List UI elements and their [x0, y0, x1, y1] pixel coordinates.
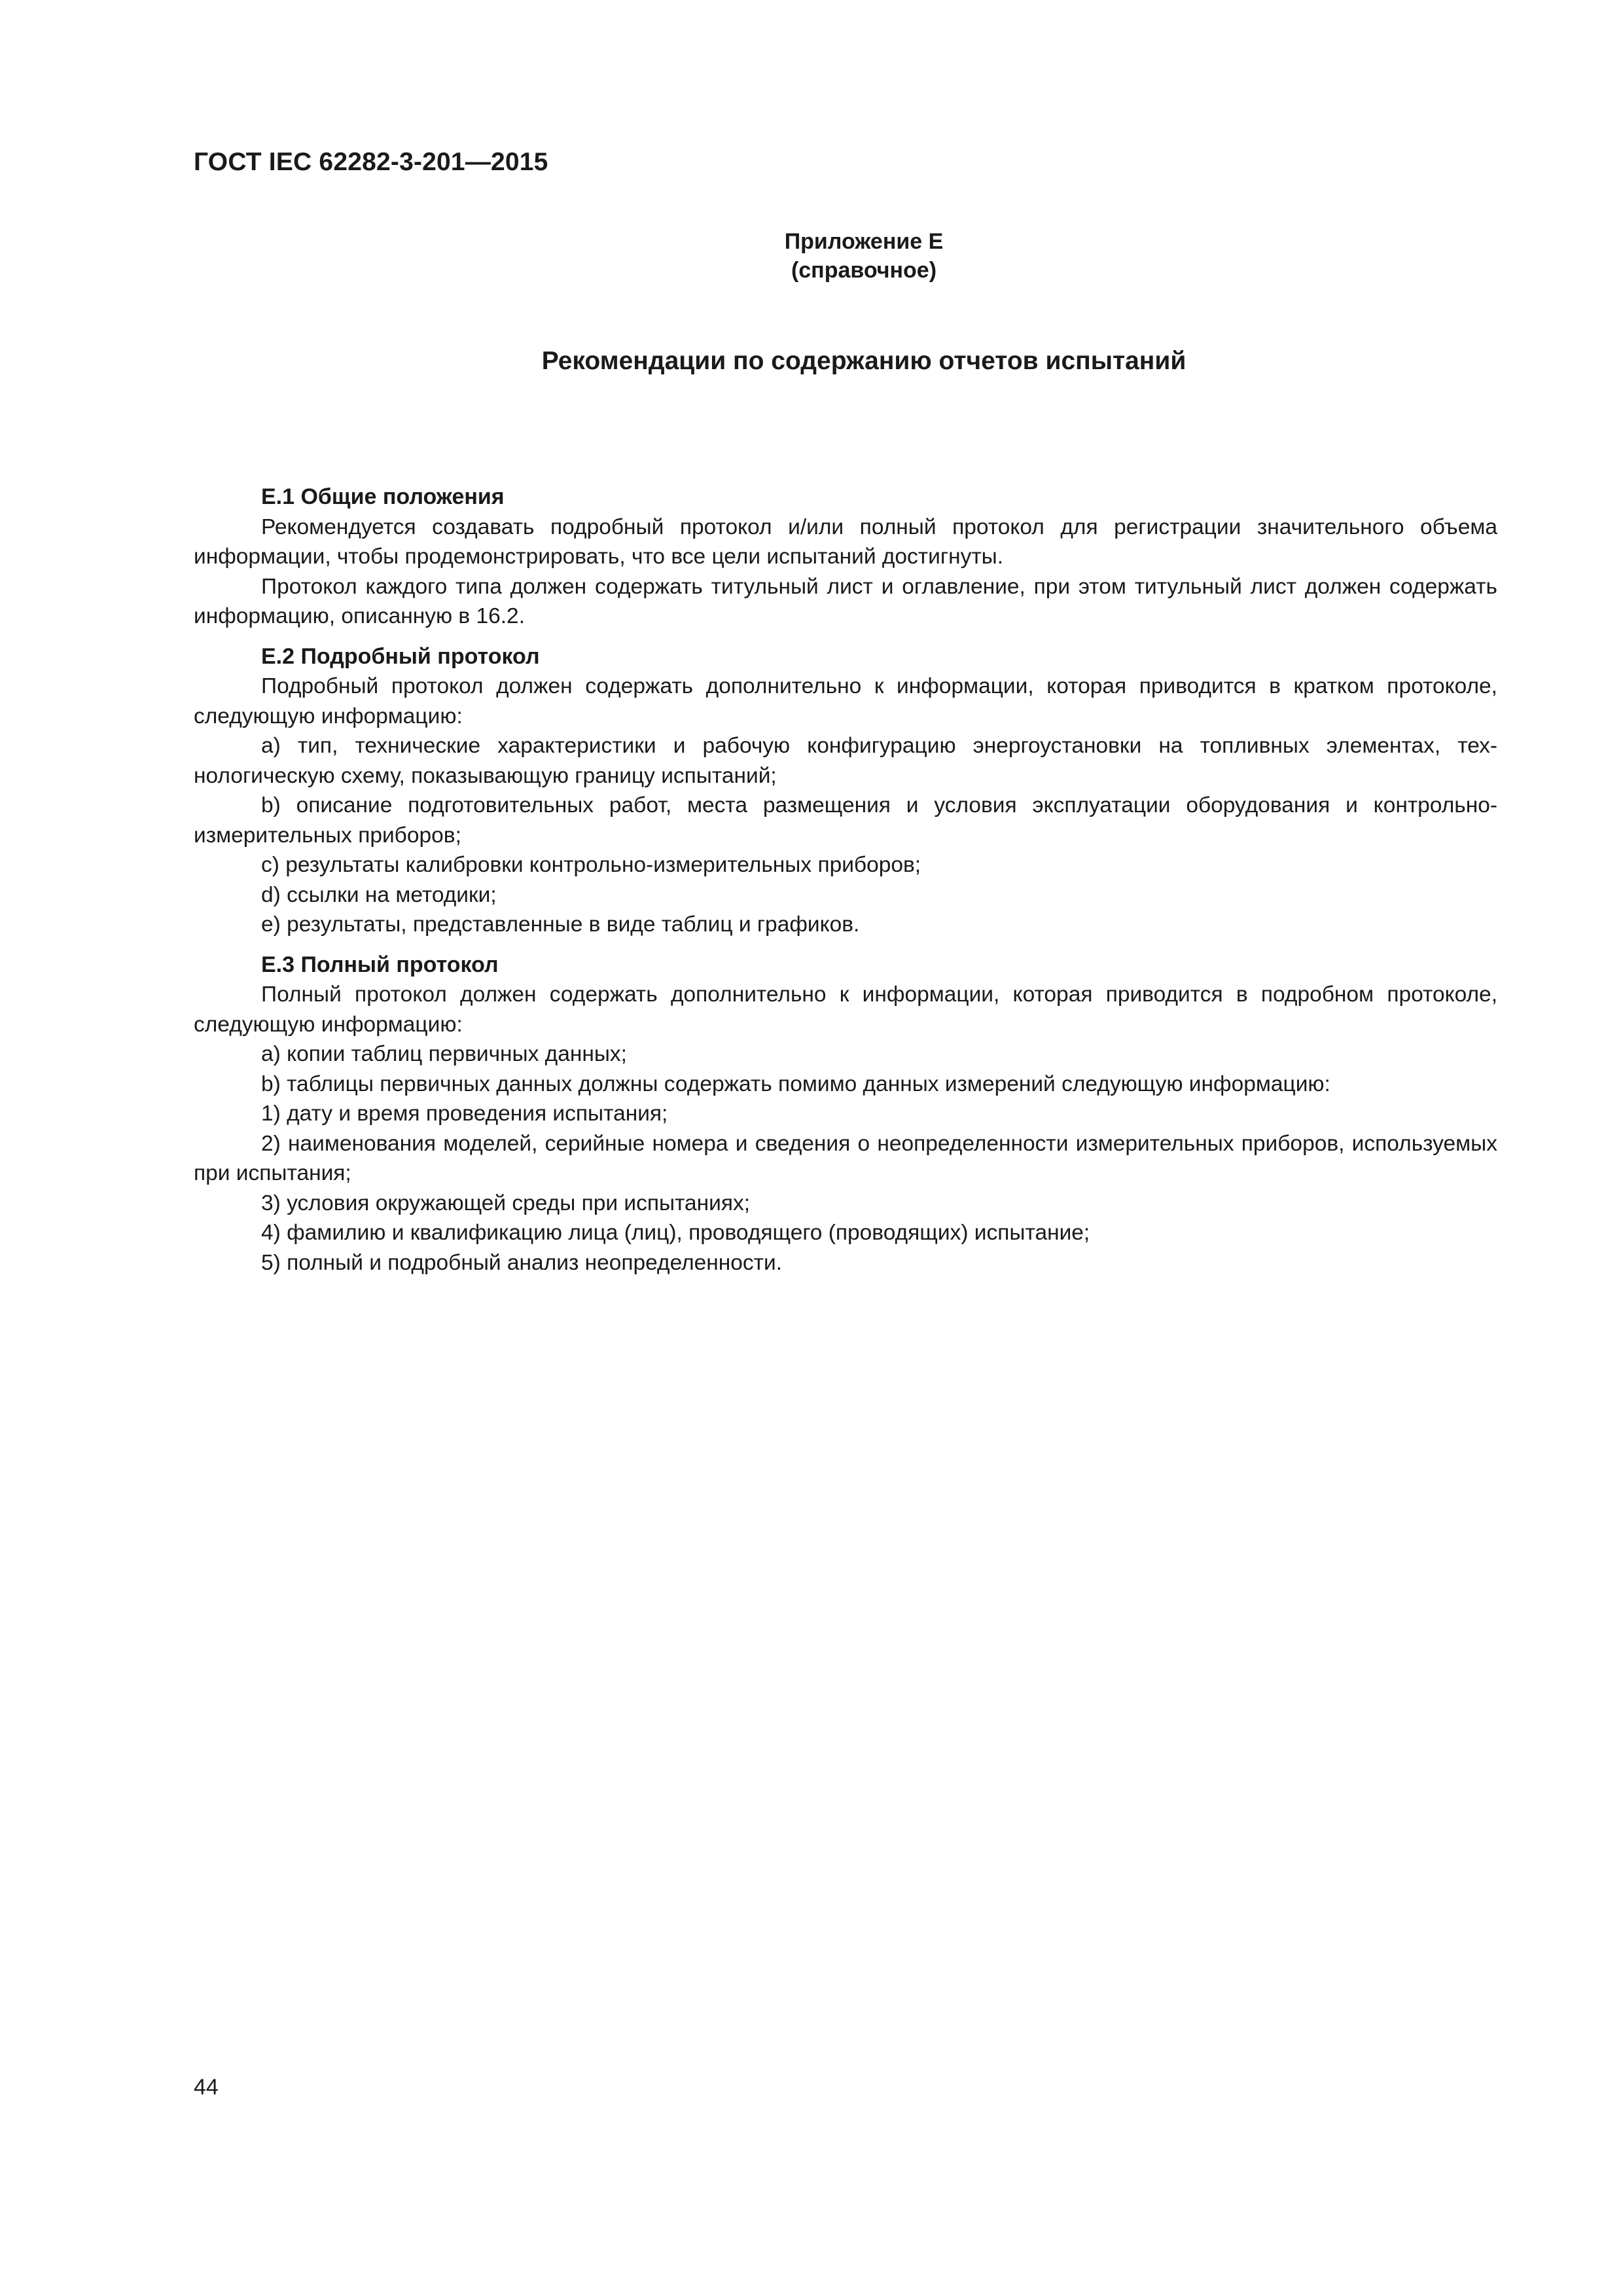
paragraph: Подробный протокол должен содержать дополнительно к информации, которая приводится в кратком протоколе, следующую информацию:	[194, 674, 1497, 728]
list-item: b) описание подготовительных работ, места размещения и условия эксплуатации оборудования и контрольно-измерительных приборов;	[194, 793, 1497, 848]
list-item: 5) полный и подробный анализ неопределенности.	[261, 1250, 783, 1275]
page-number: 44	[194, 2075, 219, 2100]
paragraph: Рекомендуется создавать подробный протокол и/или полный протокол для регистрации значительного объема информации, чтобы продемонстрировать, что все цели испытаний достигнуты.	[194, 514, 1497, 569]
section-heading-e2: Е.2 Подробный протокол	[261, 643, 540, 669]
annex-body	[194, 482, 1497, 1278]
list-item: 4) фамилию и квалификацию лица (лиц), проводящего (проводящих) испытание;	[261, 1221, 1090, 1245]
section-heading-e1: Е.1 Общие положения	[261, 484, 505, 509]
list-item: a) копии таблиц первичных данных;	[261, 1042, 627, 1066]
annex-label: Приложение Е	[784, 229, 944, 254]
list-item: e) результаты, представленные в виде таблиц и графиков.	[261, 912, 860, 937]
list-item: c) результаты калибровки контрольно-измерительных приборов;	[261, 853, 921, 877]
section-heading-e3: Е.3 Полный протокол	[261, 952, 499, 977]
list-item: 1) дату и время проведения испытания;	[261, 1102, 668, 1126]
annex-type: (справочное)	[791, 258, 937, 283]
list-item: a) тип, технические характеристики и рабочую конфигурацию энергоустановки на топливных элементах, технологическую схему, показывающую границу испытаний;	[194, 734, 1497, 788]
list-item: b) таблицы первичных данных должны содержать помимо данных измерений следующую информацию:	[261, 1071, 1330, 1096]
paragraph: Полный протокол должен содержать дополнительно к информации, которая приводится в подробном протоколе, следующую информацию:	[194, 982, 1497, 1037]
list-item: d) ссылки на методики;	[261, 882, 497, 907]
document-code: ГОСТ IEC 62282-3-201—2015	[194, 148, 548, 176]
list-item: 3) условия окружающей среды при испытаниях;	[261, 1191, 751, 1215]
list-item: 2) наименования моделей, серийные номера и сведения о неопределенности измерительных приборов, используемых при испытания;	[194, 1131, 1497, 1185]
annex-title: Рекомендации по содержанию отчетов испытаний	[541, 347, 1186, 375]
paragraph: Протокол каждого типа должен содержать титульный лист и оглавление, при этом титульный лист должен содержать информацию, описанную в 16.2.	[194, 574, 1497, 628]
